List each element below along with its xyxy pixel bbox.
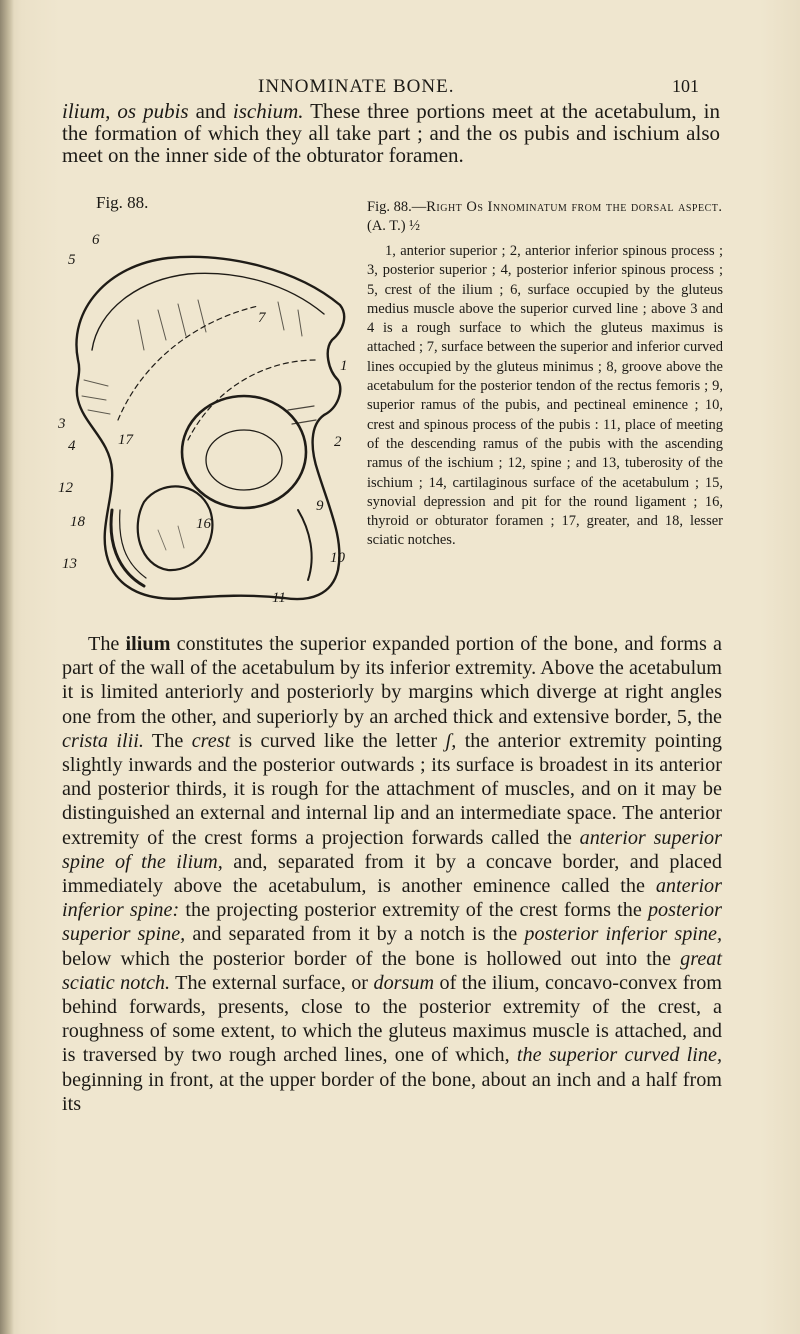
- text-run: The: [88, 633, 126, 655]
- term-ilium: ilium: [125, 633, 171, 655]
- figure-number-17: 17: [118, 432, 133, 448]
- text-run: The: [143, 729, 192, 752]
- figure-number-16: 16: [196, 516, 211, 532]
- term-crista-ilii: crista ilii.: [62, 729, 144, 752]
- caption-figure-number: Fig. 88.—: [367, 199, 427, 215]
- innominate-bone-illustration: [48, 210, 352, 606]
- text-run: and, separated from it by a concave border, and placed immediately above the acetabulum, is another eminence called the: [62, 850, 722, 898]
- text-run: and separated from it by a notch is the: [185, 923, 525, 946]
- letter-f: ʃ,: [445, 729, 457, 752]
- term-anterior-superior-spine: anterior superior spine of the ilium,: [62, 826, 722, 873]
- term-posterior-inferior-spine: posterior inferior spine,: [524, 923, 723, 946]
- text-run: beginning in front, at the upper border of the bone, about an inch and a half from its: [62, 1068, 722, 1115]
- term-anterior-inferior-spine: anterior inferior spine:: [62, 875, 722, 922]
- figure-number-11: 11: [272, 590, 286, 606]
- figure-caption: [367, 198, 723, 551]
- text-run: the projecting posterior extremity of the crest forms the: [179, 899, 648, 922]
- figure-number-10: 10: [330, 550, 345, 566]
- text-run: constitutes the superior expanded portion of the bone, and forms a part of the wall of the acetabulum by its inferior extremity. Above the acetabulum it is limited anteriorly and posteriorly by margins which diverge at right angles one from the other, and superiorly by an arched thick and extensive border, 5, the: [62, 633, 722, 728]
- figure-number-6: 6: [92, 232, 100, 248]
- bone-outline: [76, 257, 344, 599]
- figure-number-7: 7: [258, 310, 266, 326]
- caption-title: [367, 198, 723, 236]
- text-run: of the ilium, concavo-convex from behind forwards, presents, close to the posterior extremity of the crest, a roughness of some extent, to which the gluteus maximus muscle is attached, and is traversed by two rough arched lines, one of which,: [62, 971, 722, 1067]
- figure-number-2: 2: [334, 434, 342, 450]
- caption-heading: Right Os Innominatum from the dorsal aspect.: [426, 199, 723, 215]
- figure-number-18: 18: [70, 514, 85, 530]
- figure-number-5: 5: [68, 252, 76, 268]
- intro-paragraph: [62, 100, 720, 166]
- text-run: The external surface, or: [170, 971, 374, 994]
- intro-text: and: [188, 99, 233, 123]
- figure-number-13: 13: [62, 556, 77, 572]
- term-superior-curved-line: the superior curved line,: [516, 1044, 723, 1067]
- page-number: 101: [672, 76, 699, 96]
- running-head: [0, 70, 800, 100]
- figure-number-3: 3: [58, 416, 66, 432]
- figure-number-4: 4: [68, 438, 76, 454]
- ilium-paragraph: [62, 632, 722, 1116]
- caption-attribution: (A. T.) ½: [367, 218, 421, 234]
- intro-text: These three portions meet at the acetabulum, in the formation of which they all take part ; and the os pubis and ischium also meet on the inner side of the obturator foramen.: [62, 99, 720, 167]
- binding-gutter: [0, 0, 14, 1334]
- figure-number-1: 1: [340, 358, 348, 374]
- term-posterior-superior-spine: posterior superior spine,: [62, 899, 722, 946]
- text-run: below which the posterior border of the bone is hollowed out into the: [62, 947, 681, 970]
- running-title: INNOMINATE BONE.: [258, 76, 455, 97]
- term-crest: crest: [191, 729, 231, 752]
- body-text: [62, 632, 722, 1116]
- caption-legend: 1, anterior superior ; 2, anterior inferior spinous process ; 3, posterior superior ; 4, posterior inferior spinous process ; 5, crest of the ilium ; 6, surface occupied by the gluteus medius muscle above the superior curved line ; above 3 and 4 is a rough surface to which the gluteus maximus is attached ; 7, surface between the superior and inferior curved lines occupied by the gluteus minimus ; 8, groove above the acetabulum for the posterior tendon of the rectus femoris ; 9, superior ramus of the pubis, and pectineal eminence ; 10, crest and spinous process of the pubis : 11, place of meeting of the descending ramus of the pubis with the ascending ramus of the ischium ; 12, spine ; and 13, tuberosity of the ischium ; 14, cartilaginous surface of the acetabulum ; 15, synovial depression and pit for the round ligament ; 16, thyroid or obturator foramen ; 17, greater, and 18, lesser sciatic notches.: [367, 243, 723, 549]
- figure-number-9: 9: [316, 498, 324, 514]
- text-run: the anterior extremity pointing slightly inwards and the posterior outwards ; its surface is broadest in its anterior and posterior thirds, it is rough for the attachment of muscles, and on it may be distinguished an external and internal lip and an intermediate space. The anterior extremity of the crest forms a projection forwards called the: [62, 729, 723, 849]
- figure-label: Fig. 88.: [96, 193, 149, 212]
- term-great-sciatic-notch: great sciatic notch.: [62, 947, 722, 994]
- intro-term-ischium: ischium.: [232, 99, 304, 123]
- intro-term-ilium-pubis: ilium, os pubis: [62, 99, 189, 123]
- figure-number-12: 12: [58, 480, 73, 496]
- text-run: is curved like the letter: [230, 729, 446, 752]
- term-dorsum: dorsum: [373, 971, 435, 994]
